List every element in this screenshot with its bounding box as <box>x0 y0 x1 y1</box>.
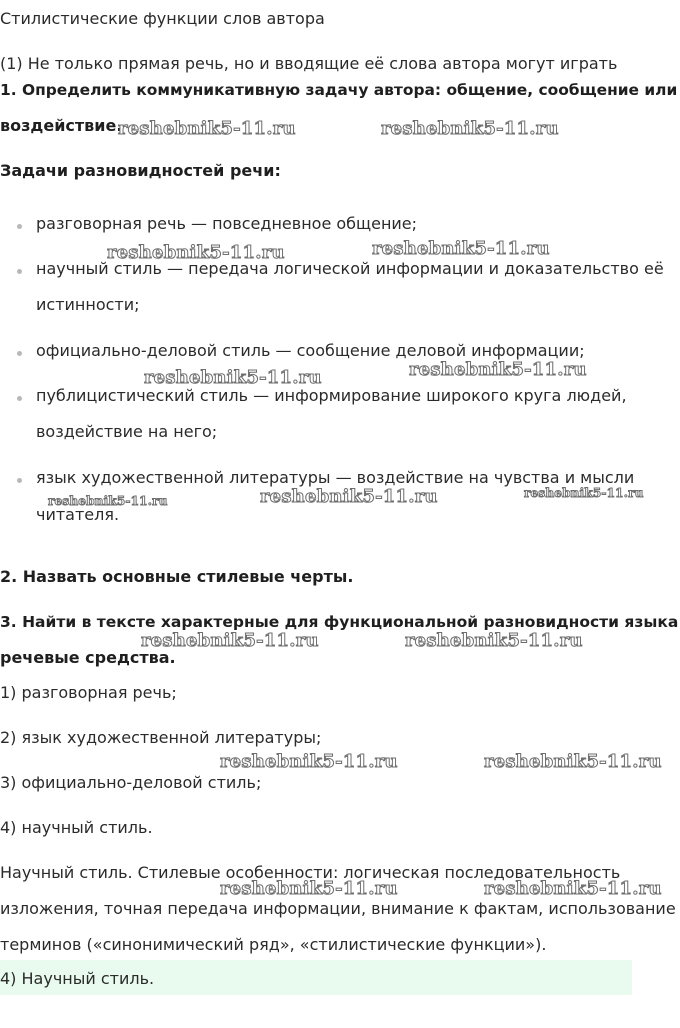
watermark: reshebnik5-11.ru <box>372 238 550 259</box>
bullet-dot <box>17 269 22 274</box>
step2-text: 2. Назвать основные стилевые черты. <box>0 567 354 586</box>
list-item: публицистический стиль — информирование широкого круга людей, <box>36 386 627 405</box>
step1-text-cont: воздействие. <box>0 116 123 135</box>
watermark: reshebnik5-11.ru <box>220 878 398 899</box>
list-item-cont: воздействие на него; <box>36 422 218 441</box>
step3-text-cont: речевые средства. <box>0 648 176 667</box>
watermark: reshebnik5-11.ru <box>405 630 583 651</box>
step1-text: 1. Определить коммуникативную задачу автора: общение, сообщение или <box>0 81 678 99</box>
watermark: reshebnik5-11.ru <box>220 751 398 772</box>
watermark: reshebnik5-11.ru <box>118 118 296 139</box>
intro-text: (1) Не только прямая речь, но и вводящие её слова автора могут играть <box>0 54 618 73</box>
bullet-dot <box>17 396 22 401</box>
option-2: 2) язык художественной литературы; <box>0 728 322 747</box>
watermark: reshebnik5-11.ru <box>141 630 319 651</box>
list-item: научный стиль — передача логической информации и доказательство её <box>36 259 664 278</box>
list-item: официально-деловой стиль — сообщение деловой информации; <box>36 341 585 360</box>
doc-title: Стилистические функции слов автора <box>0 9 325 28</box>
option-4: 4) научный стиль. <box>0 818 153 837</box>
answer-text: 4) Научный стиль. <box>0 969 155 988</box>
explanation-line: изложения, точная передача информации, внимание к фактам, использование <box>0 899 676 918</box>
watermark: reshebnik5-11.ru <box>48 494 168 508</box>
bullet-dot <box>17 351 22 356</box>
list-item: язык художественной литературы — воздействие на чувства и мысли <box>36 468 635 487</box>
watermark: reshebnik5-11.ru <box>260 486 438 507</box>
option-3: 3) официально-деловой стиль; <box>0 773 262 792</box>
bullet-dot <box>17 478 22 483</box>
step3-text: 3. Найти в тексте характерные для функциональной разновидности языка <box>0 613 679 631</box>
tasks-heading: Задачи разновидностей речи: <box>0 161 281 180</box>
watermark: reshebnik5-11.ru <box>484 878 662 899</box>
watermark: reshebnik5-11.ru <box>484 751 662 772</box>
bullet-dot <box>17 224 22 229</box>
list-item: разговорная речь — повседневное общение; <box>36 214 418 233</box>
option-1: 1) разговорная речь; <box>0 683 177 702</box>
watermark: reshebnik5-11.ru <box>409 359 587 380</box>
list-item-cont: читателя. <box>36 505 120 524</box>
list-item-cont: истинности; <box>36 295 140 314</box>
watermark: reshebnik5-11.ru <box>107 242 285 263</box>
watermark: reshebnik5-11.ru <box>381 118 559 139</box>
explanation-line: Научный стиль. Стилевые особенности: логическая последовательность <box>0 863 621 882</box>
watermark: reshebnik5-11.ru <box>144 367 322 388</box>
watermark: reshebnik5-11.ru <box>524 486 644 500</box>
explanation-line: терминов («синонимический ряд», «стилистические функции»). <box>0 935 547 954</box>
